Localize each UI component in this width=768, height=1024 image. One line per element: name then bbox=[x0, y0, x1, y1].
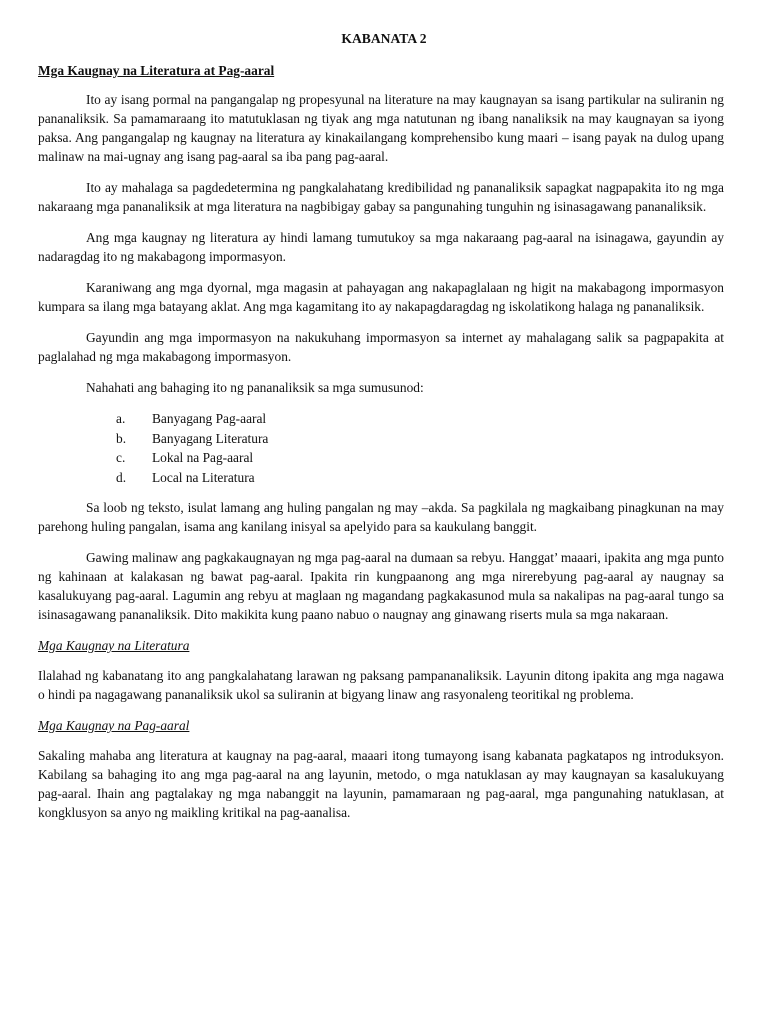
list-marker: b. bbox=[116, 430, 127, 446]
list-text: Banyagang Literatura bbox=[152, 430, 269, 446]
subsection-heading-pagaaral: Mga Kaugnay na Pag-aaral bbox=[38, 718, 190, 733]
subsection-body-literatura: Ilalahad ng kabanatang ito ang pangkalahatang larawan ng paksang pampananaliksik. Layunin ditong ipakita ang mga nagawa o hindi pa nagagawang pananaliksik ukol sa suliranin at bigyang linaw ang rasyonaleng teoritikal ng problema. bbox=[38, 668, 724, 702]
paragraph: Ang mga kaugnay ng literatura ay hindi lamang tumutukoy sa mga nakaraang pag-aaral na isinagawa, gayundin ay nadaragdag ito ng makabagong impormasyon. bbox=[38, 230, 724, 264]
list-marker: d. bbox=[116, 469, 127, 485]
paragraph: Sa loob ng teksto, isulat lamang ang huling pangalan ng may –akda. Sa pagkilala ng magkaibang pinagkunan na may parehong huling pangalan, isama ang kanilang inisyal sa apelyido para sa kaukulang banggit. bbox=[38, 500, 724, 534]
list-marker: a. bbox=[116, 411, 126, 426]
paragraph: Nahahati ang bahaging ito ng pananaliksik sa mga sumusunod: bbox=[86, 380, 424, 395]
list-marker: c. bbox=[116, 450, 126, 465]
subsection-heading-literatura: Mga Kaugnay na Literatura bbox=[38, 638, 190, 653]
chapter-heading: KABANATA 2 bbox=[341, 31, 427, 46]
list-text: Lokal na Pag-aaral bbox=[152, 450, 254, 465]
section-title: Mga Kaugnay na Literatura at Pag-aaral bbox=[38, 63, 275, 78]
paragraph: Ito ay mahalaga sa pagdedetermina ng pangkalahatang kredibilidad ng pananaliksik sapagkat nagpapakita ito ng mga nakaraang mga pananaliksik at mga literatura na nagbibigay gabay sa pangunahing tunguhin ng isinasagawang pananaliksik. bbox=[38, 180, 724, 214]
paragraph: Gayundin ang mga impormasyon na nakukuhang impormasyon sa internet ay mahalagang salik sa pagpapakita at paglalahad ng mga makabagong impormasyon. bbox=[38, 330, 724, 364]
list-item bbox=[116, 429, 724, 449]
subdivision-list bbox=[38, 409, 724, 487]
list-text: Local na Literatura bbox=[152, 469, 255, 485]
list-item bbox=[116, 448, 724, 468]
subsection-body-pagaaral: Sakaling mahaba ang literatura at kaugnay na pag-aaral, maaari itong tumayong isang kabanata pagkatapos ng introduksyon. Kabilang sa bahaging ito ang mga pag-aaral na ang layunin, metodo, o mga natuklasan ay may kaugnayan sa kasalukuyang pag-aaral. Ihain ang pagtalakay ng mga nabanggit na layunin, pamamaraan ng pag-aaral, mga pangunahing natuklasan, at kongklusyon sa anyo ng maikling kritikal na pag-aanalisa. bbox=[38, 748, 724, 820]
list-item bbox=[116, 468, 724, 488]
paragraph: Karaniwang ang mga dyornal, mga magasin at pahayagan ang nakapaglalaan ng higit na makabagong impormasyon kumpara sa ilang mga batayang aklat. Ang mga kagamitang ito ay nakapagdaragdag ng iskolatikong halaga ng pananaliksik. bbox=[38, 280, 724, 314]
list-text: Banyagang Pag-aaral bbox=[152, 411, 267, 426]
paragraph: Gawing malinaw ang pagkakaugnayan ng mga pag-aaral na dumaan sa rebyu. Hanggat’ maaari, ipakita ang mga punto ng kahinaan at kalakasan ng bawat pag-aaral. Ipakita rin kungpaanong ang mga nirerebyung pag-aaral ay naugnay sa kasalukuyang pag-aaral. Lagumin ang rebyu at maglaan ng magandang pagkakasunod mula sa nakalipas na pag-aaral tungo sa isinasagawang pananaliksik. Dito makikita kung paano nabuo o naugnay ang ginawang riserts mula sa mga nakaraan. bbox=[38, 550, 724, 622]
paragraph: Ito ay isang pormal na pangangalap ng propesyunal na literature na may kaugnayan sa isang partikular na suliranin ng pananaliksik. Sa pamamaraang ito matutuklasan ng tiyak ang mga natutunan ng ibang nanaliksik na may kaugnayan sa iyong paksa. Ang pangangalap ng kaugnay na literatura ay kinakailangang komprehensibo kung maari – isang payak na dulog upang malinaw na mai-ugnay ang isang pag-aaral sa iba pang pag-aaral. bbox=[38, 92, 724, 164]
list-item bbox=[116, 409, 724, 429]
